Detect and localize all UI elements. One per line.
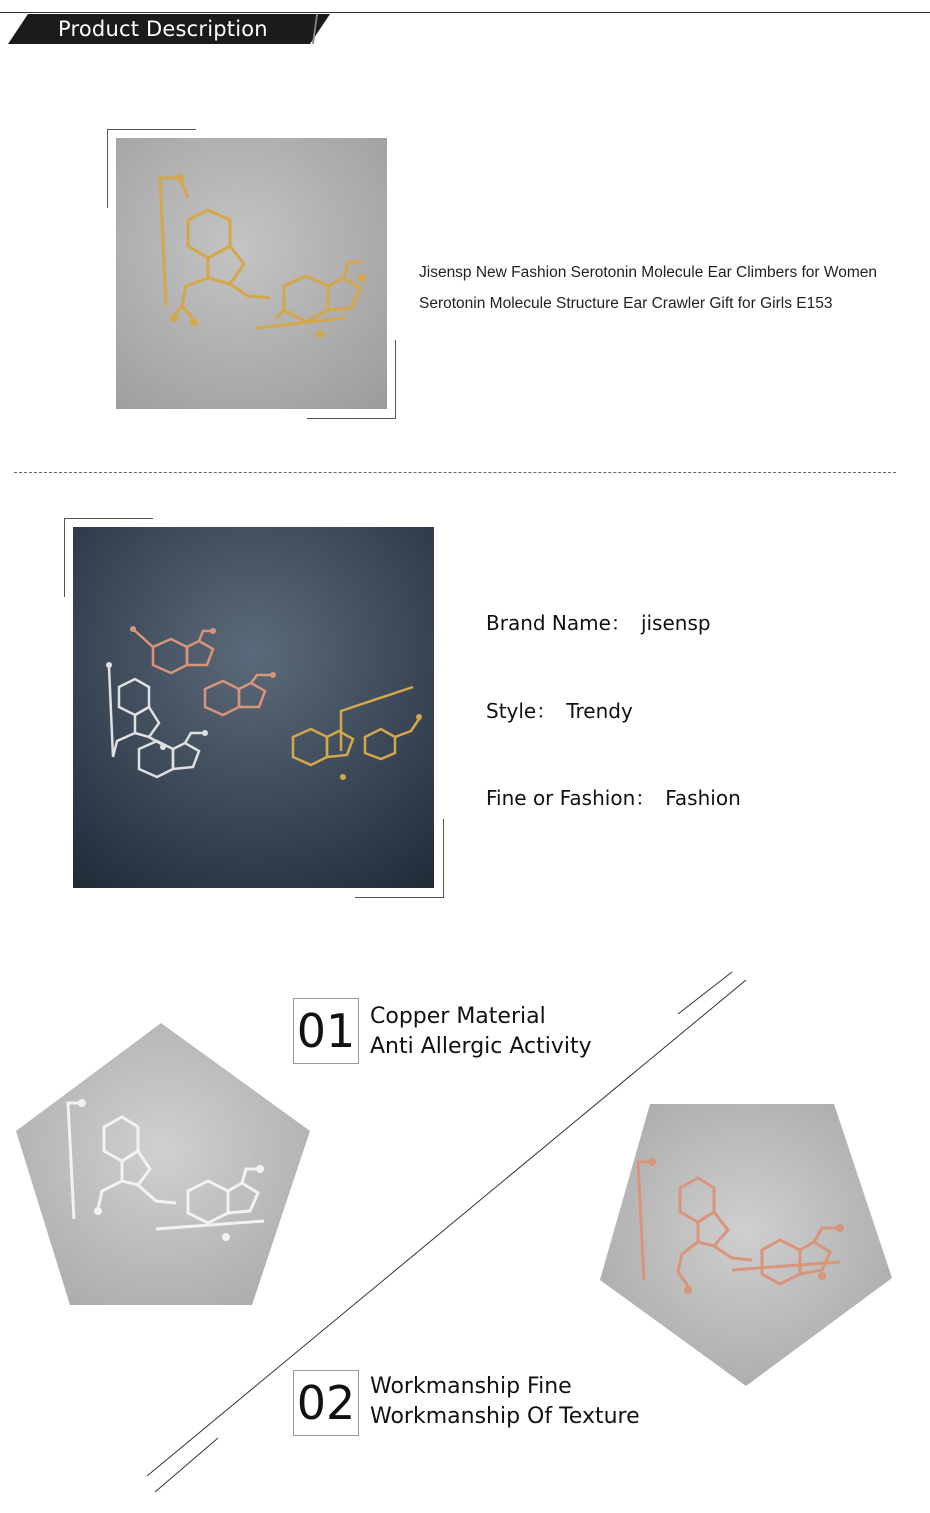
header-rule (0, 12, 930, 13)
feature-02-line2: Workmanship Of Texture (370, 1404, 640, 1429)
spec-style (486, 695, 633, 724)
product-description: Jisensp New Fashion Serotonin Molecule Ear Climbers for Women Serotonin Molecule Structure Ear Crawler Gift for Girls E153 (419, 264, 878, 312)
page-title: Product Description (58, 17, 268, 41)
spec-brand-value: jisensp (640, 611, 711, 635)
feature-01-line2: Anti Allergic Activity (370, 1034, 592, 1059)
spec-fine-value: Fashion (665, 786, 741, 810)
spec-brand-key: Brand Name： (486, 611, 631, 635)
spec-fine-key: Fine or Fashion： (486, 786, 656, 810)
pentagon-photo-rose (600, 1104, 892, 1386)
section-divider (14, 472, 896, 473)
feature-02-line1: Workmanship Fine (370, 1374, 572, 1399)
feature-number-01: 01 (293, 998, 359, 1064)
feature-01 (370, 1002, 592, 1062)
spec-style-key: Style： (486, 699, 557, 723)
spec-style-value: Trendy (566, 699, 633, 723)
spec-fine-or-fashion (486, 782, 741, 811)
pentagon-photo-silver (16, 1023, 310, 1305)
feature-number-02: 02 (293, 1370, 359, 1436)
spec-brand (486, 607, 711, 636)
product-photo-gold (116, 138, 387, 409)
feature-02 (370, 1372, 640, 1432)
feature-01-line1: Copper Material (370, 1004, 546, 1029)
product-photo-collection (73, 527, 434, 888)
